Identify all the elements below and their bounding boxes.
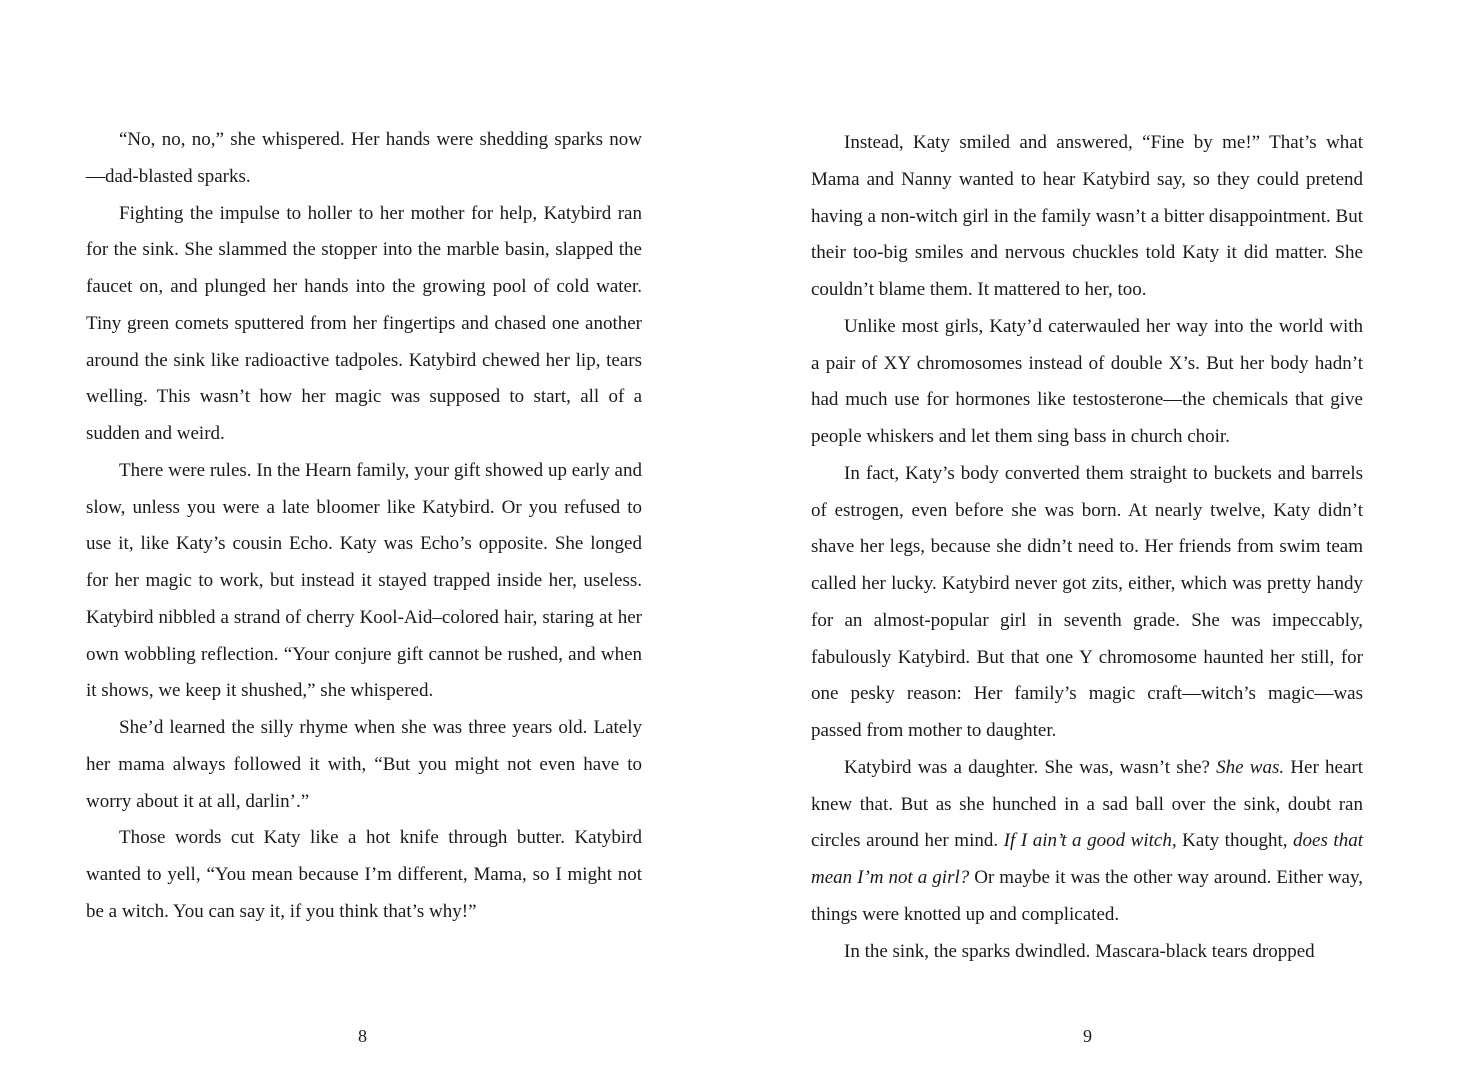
paragraph-text: Katy thought, <box>1182 830 1288 852</box>
right-page <box>811 0 1363 1080</box>
paragraph-text: Her heart knew that. But as she hunched in a sad ball over the sink, doubt ran circles around her mind. <box>811 756 1363 852</box>
paragraph-text: Katybird was a daughter. She was, wasn’t she? <box>844 756 1210 778</box>
paragraph-text: Or maybe it was the other way around. Either way, things were knotted up and complicated. <box>811 867 1364 925</box>
paragraph: In fact, Katy’s body converted them straight to buckets and barrels of estrogen, even before she was born. At nearly twelve, Katy didn’t shave her legs, because she didn’t need to. Her friends from swim team called her lucky. Katybird never got zits, either, which was pretty handy for an almost-popular girl in seventh grade. She was impeccably, fabulously Katybird. But that one Y chromosome haunted her still, for one pesky reason: Her family’s magic craft—witch’s magic—was passed from mother to daughter. <box>811 462 1363 741</box>
emphasis-text: If I ain’t a good witch, <box>1003 830 1177 852</box>
left-page <box>86 0 642 1080</box>
page-number: 8 <box>358 1026 367 1046</box>
paragraph: Those words cut Katy like a hot knife through butter. Katybird wanted to yell, “You mean because I’m different, Mama, so I might not be a witch. You can say it, if you think that’s why!” <box>86 827 642 922</box>
left-page-text <box>86 122 642 931</box>
paragraph: In the sink, the sparks dwindled. Mascara-black tears dropped <box>844 940 1315 962</box>
paragraph: There were rules. In the Hearn family, your gift showed up early and slow, unless you were a late bloomer like Katybird. Or you refused to use it, like Katy’s cousin Echo. Katy was Echo’s opposite. She longed for her magic to work, but instead it stayed trapped inside her, useless. Katybird nibbled a strand of cherry Kool-Aid–colored hair, staring at her own wobbling reflection. “Your conjure gift cannot be rushed, and when it shows, we keep it shushed,” she whispered. <box>86 459 642 702</box>
page-number: 9 <box>1083 1026 1092 1046</box>
paragraph: Instead, Katy smiled and answered, “Fine by me!” That’s what Mama and Nanny wanted to hear Katybird say, so they could pretend having a non-witch girl in the family wasn’t a bitter disappointment. But their too-big smiles and nervous chuckles told Katy it did matter. She couldn’t blame them. It mattered to her, too. <box>811 132 1363 300</box>
right-page-text <box>811 125 1363 970</box>
paragraph <box>811 750 1363 934</box>
emphasis-text: She was. <box>1216 756 1285 778</box>
paragraph: “No, no, no,” she whispered. Her hands were shedding sparks now—dad-blasted sparks. <box>86 129 642 187</box>
paragraph: Unlike most girls, Katy’d caterwauled her way into the world with a pair of XY chromosomes instead of double X’s. But her body hadn’t had much use for hormones like testosterone—the chemicals that give people whiskers and let them sing bass in church choir. <box>811 315 1363 447</box>
paragraph: She’d learned the silly rhyme when she was three years old. Lately her mama always followed it with, “But you might not even have to worry about it at all, darlin’.” <box>86 717 642 812</box>
emphasis-text: does that mean I’m not a girl? <box>811 830 1363 888</box>
paragraph: Fighting the impulse to holler to her mother for help, Katybird ran for the sink. She slammed the stopper into the marble basin, slapped the faucet on, and plunged her hands into the growing pool of cold water. Tiny green comets sputtered from her fingertips and chased one another around the sink like radioactive tadpoles. Katybird chewed her lip, tears welling. This wasn’t how her magic was supposed to start, all of a sudden and weird. <box>86 202 642 444</box>
